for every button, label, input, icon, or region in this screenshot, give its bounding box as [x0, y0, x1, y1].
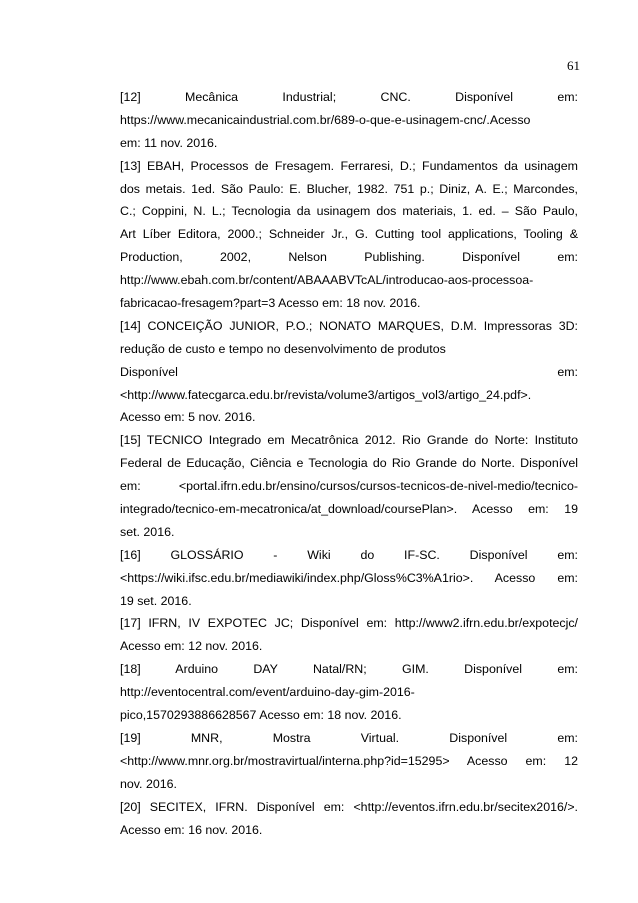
reference-line: integrado/tecnico-em-mecatronica/at_download/coursePlan>. Acesso em: 19	[120, 502, 578, 517]
reference-line: [13] EBAH, Processos de Fresagem. Ferraresi, D.; Fundamentos da usinagem	[120, 158, 578, 173]
reference-line: <http://www.fatecgarca.edu.br/revista/volume3/artigos_vol3/artigo_24.pdf>.	[120, 387, 532, 402]
reference-line: Art Líber Editora, 2000.; Schneider Jr., G. Cutting tool applications, Tooling &	[120, 227, 578, 242]
page-number: 61	[567, 58, 580, 73]
reference-line: http://www.ebah.com.br/content/ABAAABVTcAL/introducao-aos-processoa-	[120, 273, 534, 288]
reference-line: [19] MNR, Mostra Virtual. Disponível em:	[120, 730, 578, 745]
reference-line: [17] IFRN, IV EXPOTEC JC; Disponível em: http://www2.ifrn.edu.br/expotecjc/	[120, 616, 578, 631]
reference-line: Acesso em: 5 nov. 2016.	[120, 410, 256, 425]
reference-line: 19 set. 2016.	[120, 593, 192, 608]
reference-line: C.; Coppini, N. L.; Tecnologia da usinagem dos materiais, 1. ed. – São Paulo,	[120, 204, 578, 219]
reference-line: Acesso em: 16 nov. 2016.	[120, 822, 263, 837]
reference-line: https://www.mecanicaindustrial.com.br/689-o-que-e-usinagem-cnc/.Acesso	[120, 112, 531, 127]
reference-line: [12] Mecânica Industrial; CNC. Disponível em:	[120, 90, 578, 104]
reference-line: nov. 2016.	[120, 776, 177, 791]
reference-line: Disponível em:	[120, 364, 578, 379]
reference-line: [20] SECITEX, IFRN. Disponível em: <http://eventos.ifrn.edu.br/secitex2016/>.	[120, 799, 578, 814]
reference-line: dos metais. 1ed. São Paulo: E. Blucher, 1982. 751 p.; Diniz, A. E.; Marcondes,	[120, 181, 578, 196]
reference-line: fabricacao-fresagem?part=3 Acesso em: 18 nov. 2016.	[120, 296, 421, 311]
reference-line: redução de custo e tempo no desenvolvimento de produtos	[120, 341, 446, 356]
reference-line: [14] CONCEIÇÃO JUNIOR, P.O.; NONATO MARQUES, D.M. Impressoras 3D:	[120, 318, 578, 333]
reference-line: [15] TECNICO Integrado em Mecatrônica 2012. Rio Grande do Norte: Instituto	[120, 433, 578, 448]
reference-line: <http://www.mnr.org.br/mostravirtual/interna.php?id=15295> Acesso em: 12	[120, 753, 578, 768]
reference-line: <https://wiki.ifsc.edu.br/mediawiki/index.php/Gloss%C3%A1rio>. Acesso em:	[120, 570, 578, 585]
reference-line: [18] Arduino DAY Natal/RN; GIM. Disponível em:	[120, 662, 578, 677]
reference-line: em: 11 nov. 2016.	[120, 135, 218, 150]
reference-line: [16] GLOSSÁRIO - Wiki do IF-SC. Disponível em:	[120, 547, 578, 562]
reference-line: pico,1570293886628567 Acesso em: 18 nov. 2016.	[120, 708, 402, 723]
references-list	[120, 86, 578, 841]
reference-line: Production, 2002, Nelson Publishing. Disponível em:	[120, 250, 578, 265]
reference-line: http://eventocentral.com/event/arduino-day-gim-2016-	[120, 685, 415, 700]
reference-line: em: <portal.ifrn.edu.br/ensino/cursos/cursos-tecnicos-de-nivel-medio/tecnico-	[120, 479, 578, 494]
reference-line: set. 2016.	[120, 524, 175, 539]
reference-line: Acesso em: 12 nov. 2016.	[120, 639, 263, 654]
reference-line: Federal de Educação, Ciência e Tecnologia do Rio Grande do Norte. Disponível	[120, 456, 578, 471]
